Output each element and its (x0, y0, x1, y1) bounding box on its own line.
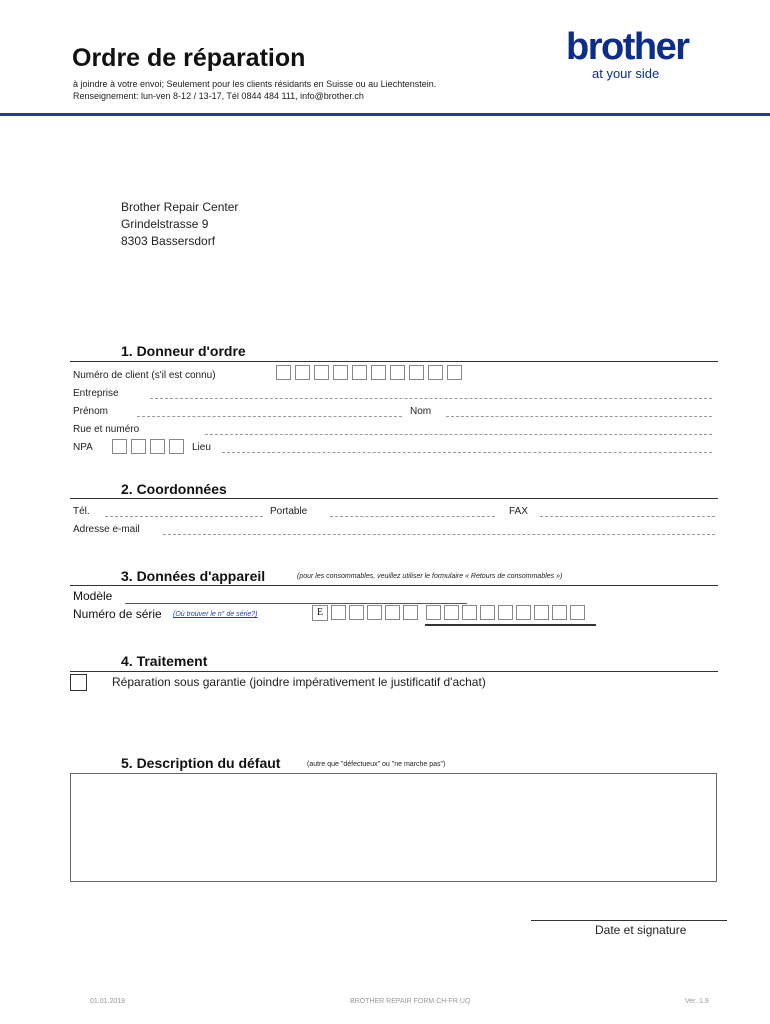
section-1-title: 1. Donneur d'ordre (121, 343, 246, 359)
serial-help-link[interactable]: (Où trouver le n° de série?) (173, 611, 258, 618)
footer-form-name: BROTHER REPAIR FORM CH-FR UQ (350, 998, 471, 1005)
signature-line[interactable] (531, 920, 727, 921)
zip-label: NPA (73, 442, 93, 453)
defect-description-box[interactable] (70, 773, 717, 882)
address-line-2: Grindelstrasse 9 (121, 217, 209, 231)
firstname-field[interactable] (137, 416, 402, 417)
footer-date: 01.01.2019 (90, 998, 126, 1005)
model-label: Modèle (73, 589, 113, 603)
company-field[interactable] (150, 398, 712, 399)
company-label: Entreprise (73, 388, 119, 399)
name-label: Nom (410, 406, 432, 417)
model-field[interactable] (125, 603, 467, 604)
serial-prefix: E (312, 605, 328, 621)
email-field[interactable] (163, 534, 715, 535)
email-label: Adresse e-mail (73, 524, 140, 535)
section-2-title: 2. Coordonnées (121, 481, 227, 497)
warranty-label: Réparation sous garantie (joindre impérativement le justificatif d'achat) (112, 675, 486, 689)
serial-underline (425, 624, 596, 626)
city-label: Lieu (192, 442, 211, 453)
brother-logo: brother (566, 26, 689, 68)
phone-field[interactable] (105, 516, 263, 517)
fax-label: FAX (509, 506, 528, 517)
street-field[interactable] (205, 434, 712, 435)
mobile-field[interactable] (330, 516, 495, 517)
page-title: Ordre de réparation (72, 44, 306, 72)
zip-boxes[interactable] (112, 439, 188, 455)
section-4-title: 4. Traitement (121, 653, 208, 669)
header-subtitle-1: à joindre à votre envoi; Seulement pour les clients résidants en Suisse ou au Liechtenstein. (73, 79, 437, 89)
serial-label: Numéro de série (73, 607, 162, 621)
section-3-note: (pour les consommables, veuillez utiliser le formulaire « Retours de consommables ») (297, 573, 563, 580)
section-4-rule (70, 671, 718, 672)
section-3-title: 3. Données d'appareil (121, 568, 266, 584)
phone-label: Tél. (73, 506, 90, 517)
street-label: Rue et numéro (73, 424, 140, 435)
serial-boxes[interactable] (312, 605, 597, 623)
firstname-label: Prénom (73, 406, 109, 417)
address-line-1: Brother Repair Center (121, 200, 239, 214)
footer-version: Ver. 1.9 (685, 998, 709, 1005)
city-field[interactable] (222, 452, 712, 453)
name-field[interactable] (446, 416, 712, 417)
customer-number-label: Numéro de client (s'il est connu) (73, 370, 216, 381)
mobile-label: Portable (270, 506, 308, 517)
section-2-rule (70, 498, 718, 499)
section-1-rule (70, 361, 718, 362)
warranty-checkbox[interactable] (70, 674, 87, 691)
header-divider (0, 113, 770, 116)
section-3-rule (70, 585, 718, 586)
section-5-title: 5. Description du défaut (121, 755, 281, 771)
brother-tagline: at your side (592, 66, 660, 81)
fax-field[interactable] (540, 516, 715, 517)
section-5-note: (autre que "défectueux" ou "ne marche pas") (307, 761, 446, 768)
address-line-3: 8303 Bassersdorf (121, 234, 216, 248)
customer-number-boxes[interactable] (276, 365, 466, 381)
signature-label: Date et signature (595, 923, 687, 937)
header-subtitle-2: Renseignement: lun-ven 8-12 / 13-17, Tél 0844 484 111, info@brother.ch (73, 91, 364, 101)
